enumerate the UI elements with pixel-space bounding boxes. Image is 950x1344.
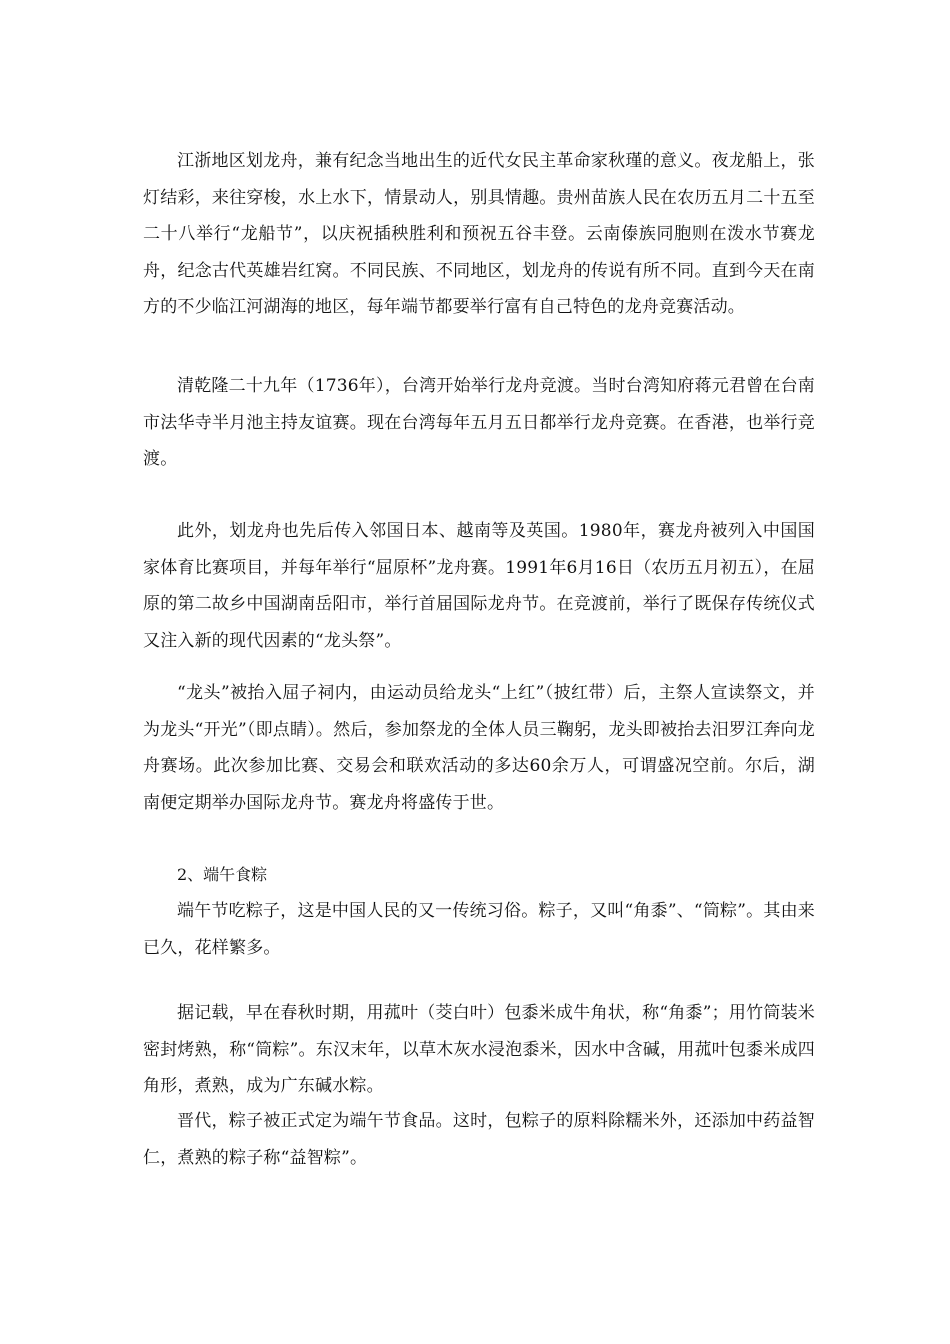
- paragraph-international-spread: 此外，划龙舟也先后传入邻国日本、越南等及英国。1980年，赛龙舟被列入中国国家体育比赛项目，并每年举行“屈原杯”龙舟赛。1991年6月16日（农历五月初五），在屈原的第二故乡中国湖南岳阳市，举行首届国际龙舟节。在竞渡前，举行了既保存传统仪式又注入新的现代因素的“龙头祭”。: [143, 521, 815, 651]
- paragraph-zongzi-intro: 端午节吃粽子，这是中国人民的又一传统习俗。粽子，又叫“角黍”、“筒粽”。其由来已久，花样繁多。: [143, 901, 815, 958]
- paragraph-taiwan-dragon-boat: 清乾隆二十九年（1736年），台湾开始举行龙舟竞渡。当时台湾知府蒋元君曾在台南市法华寺半月池主持友谊赛。现在台湾每年五月五日都举行龙舟竞赛。在香港，也举行竞渡。: [143, 376, 815, 469]
- paragraph-jin-dynasty-zongzi: 晋代，粽子被正式定为端午节食品。这时，包粽子的原料除糯米外，还添加中药益智仁，煮熟的粽子称“益智粽”。: [143, 1111, 815, 1168]
- paragraph-zongzi-history: 据记载，早在春秋时期，用菰叶（茭白叶）包黍米成牛角状，称“角黍”；用竹筒装米密封烤熟，称“筒粽”。东汉末年，以草木灰水浸泡黍米，因水中含碱，用菰叶包黍米成四角形，煮熟，成为广东碱水粽。: [143, 1003, 815, 1096]
- section-heading-zongzi: 2、端午食粽: [177, 865, 268, 884]
- paragraph-dragon-head-ceremony: “龙头”被抬入屈子祠内，由运动员给龙头“上红”（披红带）后，主祭人宣读祭文，并为龙头“开光”（即点睛）。然后，参加祭龙的全体人员三鞠躬，龙头即被抬去汨罗江奔向龙舟赛场。此次参加比赛、交易会和联欢活动的多达60余万人，可谓盛况空前。尔后，湖南便定期举办国际龙舟节。赛龙舟将盛传于世。: [143, 683, 815, 813]
- paragraph-dragon-boat-regions: 江浙地区划龙舟，兼有纪念当地出生的近代女民主革命家秋瑾的意义。夜龙船上，张灯结彩，来往穿梭，水上水下，情景动人，别具情趣。贵州苗族人民在农历五月二十五至二十八举行“龙船节”，以庆祝插秧胜利和预祝五谷丰登。云南傣族同胞则在泼水节赛龙舟，纪念古代英雄岩红窝。不同民族、不同地区，划龙舟的传说有所不同。直到今天在南方的不少临江河湖海的地区，每年端节都要举行富有自己特色的龙舟竞赛活动。: [143, 151, 815, 317]
